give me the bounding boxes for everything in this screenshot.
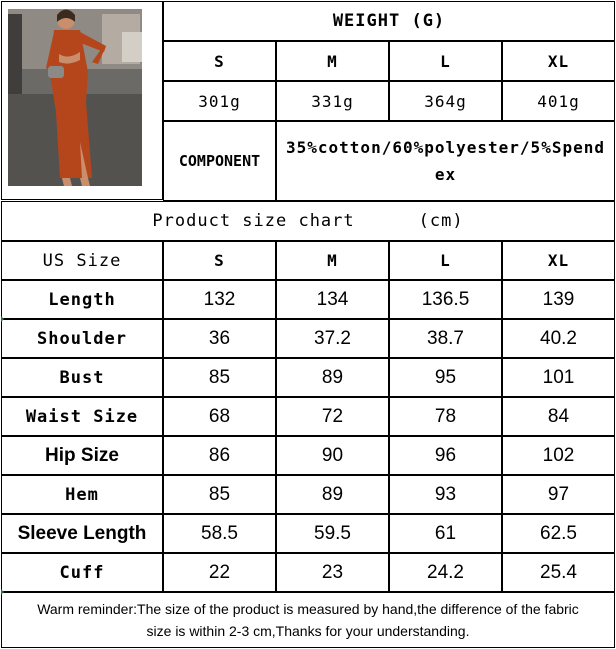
measure-label-cell [1, 475, 163, 514]
weight-title [163, 1, 615, 41]
size-chart-header-cell [276, 241, 389, 280]
measure-value: 95 [434, 366, 457, 388]
measure-label-cell [1, 553, 163, 592]
measure-value-cell [276, 553, 389, 592]
weight-title-text: WEIGHT (G) [332, 11, 446, 31]
measure-value: 139 [542, 288, 575, 310]
size-chart-header-size: M [327, 251, 338, 270]
measure-value: 38.7 [427, 327, 464, 349]
measure-value-cell [389, 319, 502, 358]
component-label-cell [163, 121, 276, 201]
weight-size-label: M [327, 51, 338, 71]
measure-value-cell [276, 319, 389, 358]
measure-value-cell [276, 397, 389, 436]
size-chart-unit: (cm) [418, 211, 464, 231]
size-chart-header-size: XL [547, 251, 570, 270]
measure-value: 25.4 [540, 561, 577, 583]
size-chart-title [1, 201, 615, 241]
measure-label-cell [1, 514, 163, 553]
product-photo [1, 1, 163, 200]
measure-value: 24.2 [427, 561, 464, 583]
measure-value-cell [389, 397, 502, 436]
measure-label: Length [48, 289, 116, 310]
weight-size-cell [163, 41, 276, 81]
size-chart-header-label: US Size [42, 250, 122, 271]
measure-label: Bust [59, 367, 105, 388]
measure-value-cell [163, 280, 276, 319]
measure-value: 40.2 [540, 327, 577, 349]
measure-value-cell [163, 358, 276, 397]
weight-size-label: L [440, 51, 451, 71]
measure-value: 97 [547, 483, 570, 505]
measure-label: Hip Size [45, 444, 119, 466]
measure-value-cell [276, 514, 389, 553]
model-in-dress-image [2, 2, 162, 199]
measure-value: 101 [542, 366, 575, 388]
measure-value-cell [389, 436, 502, 475]
measure-value: 89 [321, 366, 344, 388]
measure-value: 84 [547, 405, 570, 427]
measure-value-cell [163, 397, 276, 436]
weight-value-cell [163, 81, 276, 121]
measure-value-cell [502, 436, 615, 475]
component-value: 35%cotton/60%polyester/5%Spendex [286, 138, 605, 184]
measure-value-cell [389, 358, 502, 397]
warm-reminder-line-2: size is within 2-3 cm,Thanks for your understanding. [146, 623, 470, 639]
measure-label: Sleeve Length [17, 522, 147, 544]
measure-value-cell [276, 280, 389, 319]
measure-label: Cuff [59, 562, 105, 583]
measure-value-cell [502, 319, 615, 358]
size-chart-header-cell [389, 241, 502, 280]
measure-value-cell [502, 397, 615, 436]
weight-value-cell [502, 81, 615, 121]
measure-label-cell [1, 280, 163, 319]
weight-value: 364g [424, 91, 467, 111]
measure-value-cell [163, 514, 276, 553]
measure-label-cell [1, 358, 163, 397]
size-chart-header-cell [502, 241, 615, 280]
measure-value: 37.2 [314, 327, 351, 349]
weight-size-cell [389, 41, 502, 81]
measure-value-cell [502, 358, 615, 397]
measure-value-cell [163, 319, 276, 358]
measure-value: 96 [434, 444, 457, 466]
measure-value: 78 [434, 405, 457, 427]
measure-value-cell [389, 514, 502, 553]
measure-value: 89 [321, 483, 344, 505]
measure-value: 22 [208, 561, 231, 583]
measure-value: 59.5 [314, 522, 351, 544]
warm-reminder [1, 592, 615, 648]
corner-mark-icon [1, 589, 4, 595]
measure-value: 85 [208, 483, 231, 505]
component-label: COMPONENT [178, 152, 261, 170]
measure-value: 132 [203, 288, 236, 310]
measure-label-cell [1, 397, 163, 436]
size-chart-title-text: Product size chart [152, 211, 355, 231]
measure-value-cell [502, 475, 615, 514]
measure-value-cell [163, 475, 276, 514]
measure-value: 58.5 [201, 522, 238, 544]
measure-value: 36 [208, 327, 231, 349]
weight-size-cell [502, 41, 615, 81]
measure-label-cell [1, 319, 163, 358]
measure-value: 102 [542, 444, 575, 466]
measure-value: 136.5 [421, 288, 470, 310]
measure-value-cell [389, 280, 502, 319]
measure-value-cell [389, 553, 502, 592]
measure-value: 85 [208, 366, 231, 388]
measure-value-cell [163, 553, 276, 592]
size-chart-header-cell [163, 241, 276, 280]
weight-value: 401g [537, 91, 580, 111]
measure-value: 68 [208, 405, 231, 427]
warm-reminder-line-1: Warm reminder:The size of the product is measured by hand,the difference of the fabric [37, 601, 579, 617]
measure-value-cell [502, 514, 615, 553]
measure-value-cell [163, 436, 276, 475]
component-value-cell [276, 121, 615, 201]
measure-value: 62.5 [540, 522, 577, 544]
size-chart-header-size: L [440, 251, 451, 270]
measure-label: Shoulder [37, 328, 127, 349]
measure-value: 72 [321, 405, 344, 427]
measure-value-cell [276, 436, 389, 475]
measure-value-cell [502, 553, 615, 592]
measure-value: 23 [321, 561, 344, 583]
measure-value: 93 [434, 483, 457, 505]
weight-size-label: S [214, 51, 225, 71]
measure-label: Waist Size [25, 406, 139, 427]
weight-value: 301g [198, 91, 241, 111]
weight-value: 331g [311, 91, 354, 111]
measure-value: 134 [316, 288, 349, 310]
size-chart-header-label-cell [1, 241, 163, 280]
measure-value-cell [276, 358, 389, 397]
weight-size-label: XL [547, 51, 570, 71]
weight-value-cell [389, 81, 502, 121]
corner-mark-icon [1, 316, 4, 322]
measure-value: 61 [434, 522, 457, 544]
measure-label: Hem [65, 484, 99, 505]
measure-value-cell [502, 280, 615, 319]
measure-value-cell [389, 475, 502, 514]
measure-value: 86 [208, 444, 231, 466]
weight-value-cell [276, 81, 389, 121]
weight-size-cell [276, 41, 389, 81]
measure-value-cell [276, 475, 389, 514]
size-chart-header-size: S [214, 251, 225, 270]
measure-value: 90 [321, 444, 344, 466]
measure-label-cell [1, 436, 163, 475]
